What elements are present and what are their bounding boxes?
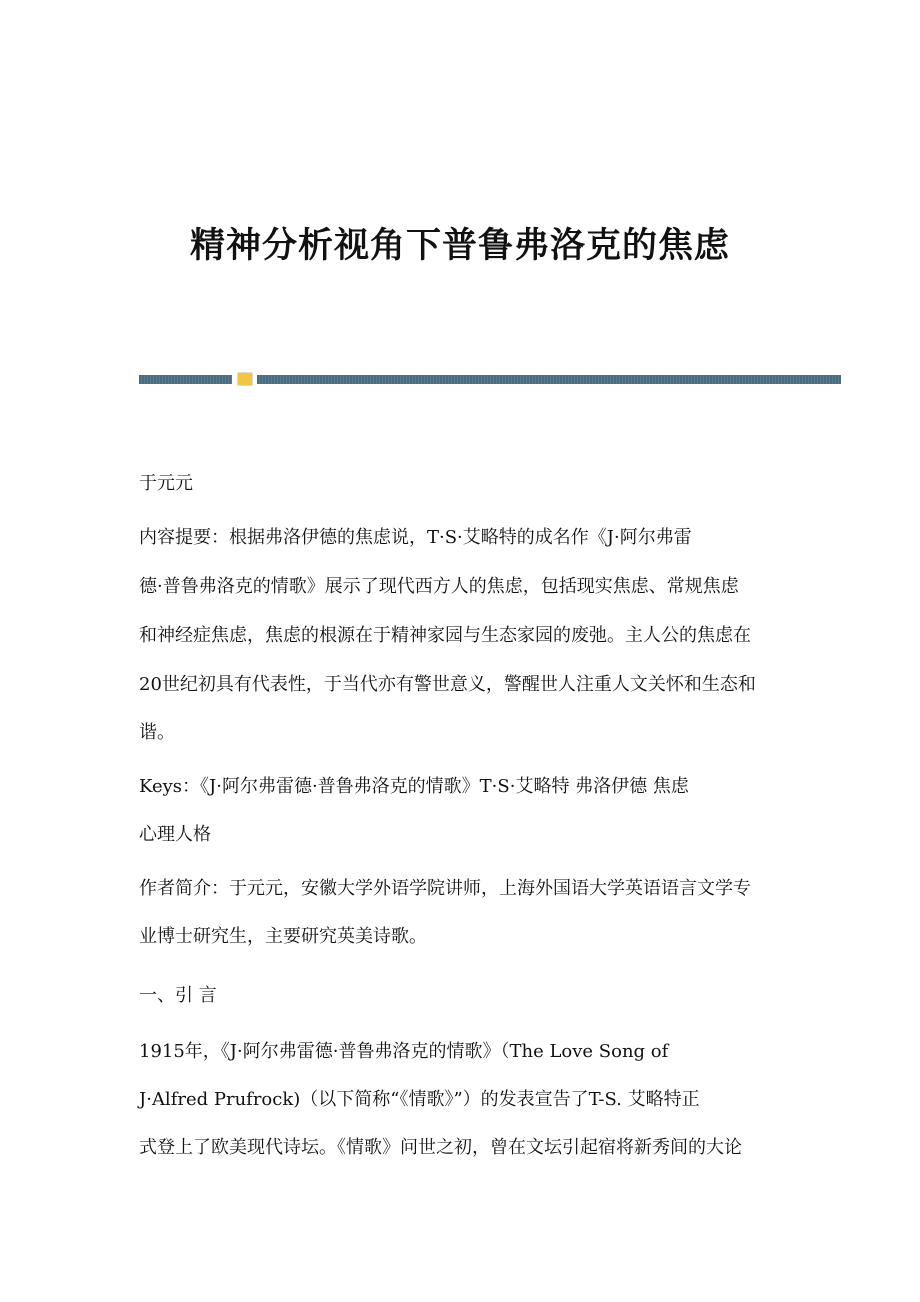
- keywords-line: Keys：《J·阿尔弗雷德·普鲁弗洛克的情歌》T·S·艾略特 弗洛伊德 焦虑: [139, 776, 689, 797]
- section-heading: 一、引 言: [139, 985, 217, 1006]
- abstract-line: 德·普鲁弗洛克的情歌》展示了现代西方人的焦虑，包括现实焦虑、常规焦虑: [139, 576, 739, 597]
- keywords-line: 心理人格: [139, 824, 211, 845]
- author-bio-line: 业博士研究生，主要研究英美诗歌。: [139, 926, 427, 947]
- abstract-line: 和神经症焦虑，焦虑的根源在于精神家园与生态家园的废弛。主人公的焦虑在: [139, 625, 751, 646]
- divider-right: [257, 375, 841, 384]
- abstract-line: 20世纪初具有代表性，于当代亦有警世意义，警醒世人注重人文关怀和生态和: [139, 674, 756, 695]
- divider-emblem-icon: [237, 372, 253, 386]
- document-title: 精神分析视角下普鲁弗洛克的焦虑: [189, 226, 730, 266]
- body-line: 式登上了欧美现代诗坛。《情歌》问世之初，曾在文坛引起宿将新秀间的大论: [139, 1137, 742, 1158]
- divider-left: [139, 375, 232, 384]
- body-line: J·Alfred Prufrock)（以下简称“《情歌》”）的发表宣告了T-S. 艾略特正: [139, 1089, 700, 1110]
- author-bio-line: 作者简介：于元元，安徽大学外语学院讲师，上海外国语大学英语语言文学专: [139, 878, 751, 899]
- body-line: 1915年，《J·阿尔弗雷德·普鲁弗洛克的情歌》（The Love Song of: [139, 1041, 669, 1062]
- author-name: 于元元: [139, 473, 193, 494]
- abstract-line: 内容提要：根据弗洛伊德的焦虑说，T·S·艾略特的成名作《J·阿尔弗雷: [139, 527, 692, 548]
- abstract-line: 谐。: [139, 722, 175, 743]
